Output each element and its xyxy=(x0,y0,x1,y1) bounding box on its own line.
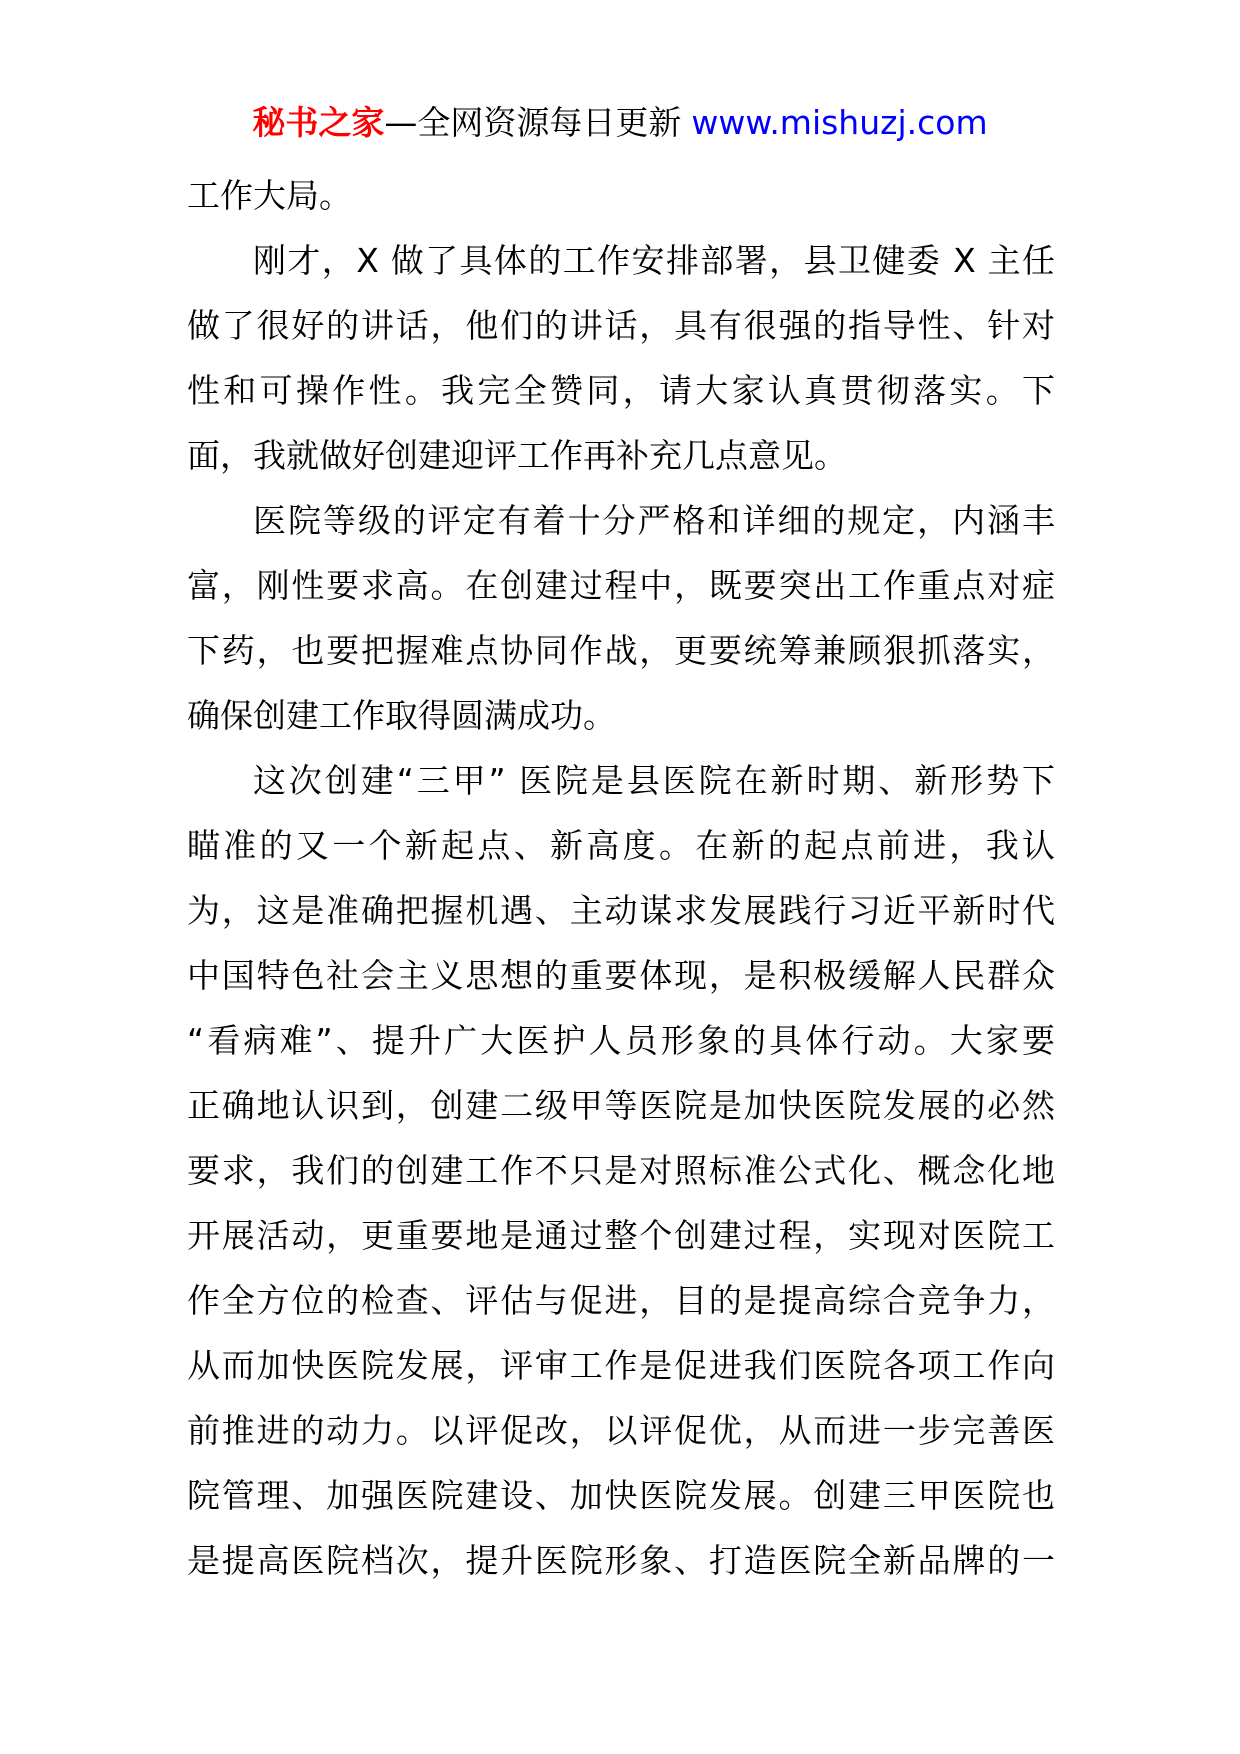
text-line: 确保创建工作取得圆满成功。 xyxy=(187,696,616,735)
text-line: 瞄准的又一个新起点、新高度。在新的起点前进，我认 xyxy=(187,826,1055,865)
text-line: 这次创建“三甲” 医院是县医院在新时期、新形势下 xyxy=(253,761,1055,800)
text-line: 正确地认识到，创建二级甲等医院是加快医院发展的必然 xyxy=(187,1086,1055,1125)
site-url-link[interactable]: www.mishuzj.com xyxy=(691,103,988,142)
text-line: 要求，我们的创建工作不只是对照标准公式化、概念化地 xyxy=(187,1151,1055,1190)
text-line: 工作大局。 xyxy=(187,176,352,215)
text-line: 下药，也要把握难点协同作战，更要统筹兼顾狠抓落实， xyxy=(187,631,1055,670)
text-line: 是提高医院档次，提升医院形象、打造医院全新品牌的一 xyxy=(187,1541,1055,1580)
text-line: 性和可操作性。我完全赞同，请大家认真贯彻落实。下 xyxy=(187,371,1055,410)
document-body xyxy=(187,163,1055,1593)
text-line: 医院等级的评定有着十分严格和详细的规定，内涵丰 xyxy=(253,501,1055,540)
text-line: 作全方位的检查、评估与促进，目的是提高综合竞争力， xyxy=(187,1281,1055,1320)
text-line: 院管理、加强医院建设、加快医院发展。创建三甲医院也 xyxy=(187,1476,1055,1515)
site-brand: 秘书之家 xyxy=(252,103,385,142)
text-line: “看病难”、提升广大医护人员形象的具体行动。大家要 xyxy=(187,1021,1055,1060)
text-line: 前推进的动力。以评促改，以评促优，从而进一步完善医 xyxy=(187,1411,1055,1450)
text-line: 面，我就做好创建迎评工作再补充几点意见。 xyxy=(187,436,847,475)
text-line: 从而加快医院发展，评审工作是促进我们医院各项工作向 xyxy=(187,1346,1055,1385)
site-tagline: —全网资源每日更新 xyxy=(384,103,682,142)
text-line: 中国特色社会主义思想的重要体现，是积极缓解人民群众 xyxy=(187,956,1055,995)
text-line: 开展活动，更重要地是通过整个创建过程，实现对医院工 xyxy=(187,1216,1055,1255)
text-line: 为，这是准确把握机遇、主动谋求发展践行习近平新时代 xyxy=(187,891,1055,930)
site-header xyxy=(0,100,1240,146)
text-line: 刚才，X 做了具体的工作安排部署，县卫健委 X 主任 xyxy=(253,241,1055,280)
text-line: 富，刚性要求高。在创建过程中，既要突出工作重点对症 xyxy=(187,566,1055,605)
text-line: 做了很好的讲话，他们的讲话，具有很强的指导性、针对 xyxy=(187,306,1055,345)
